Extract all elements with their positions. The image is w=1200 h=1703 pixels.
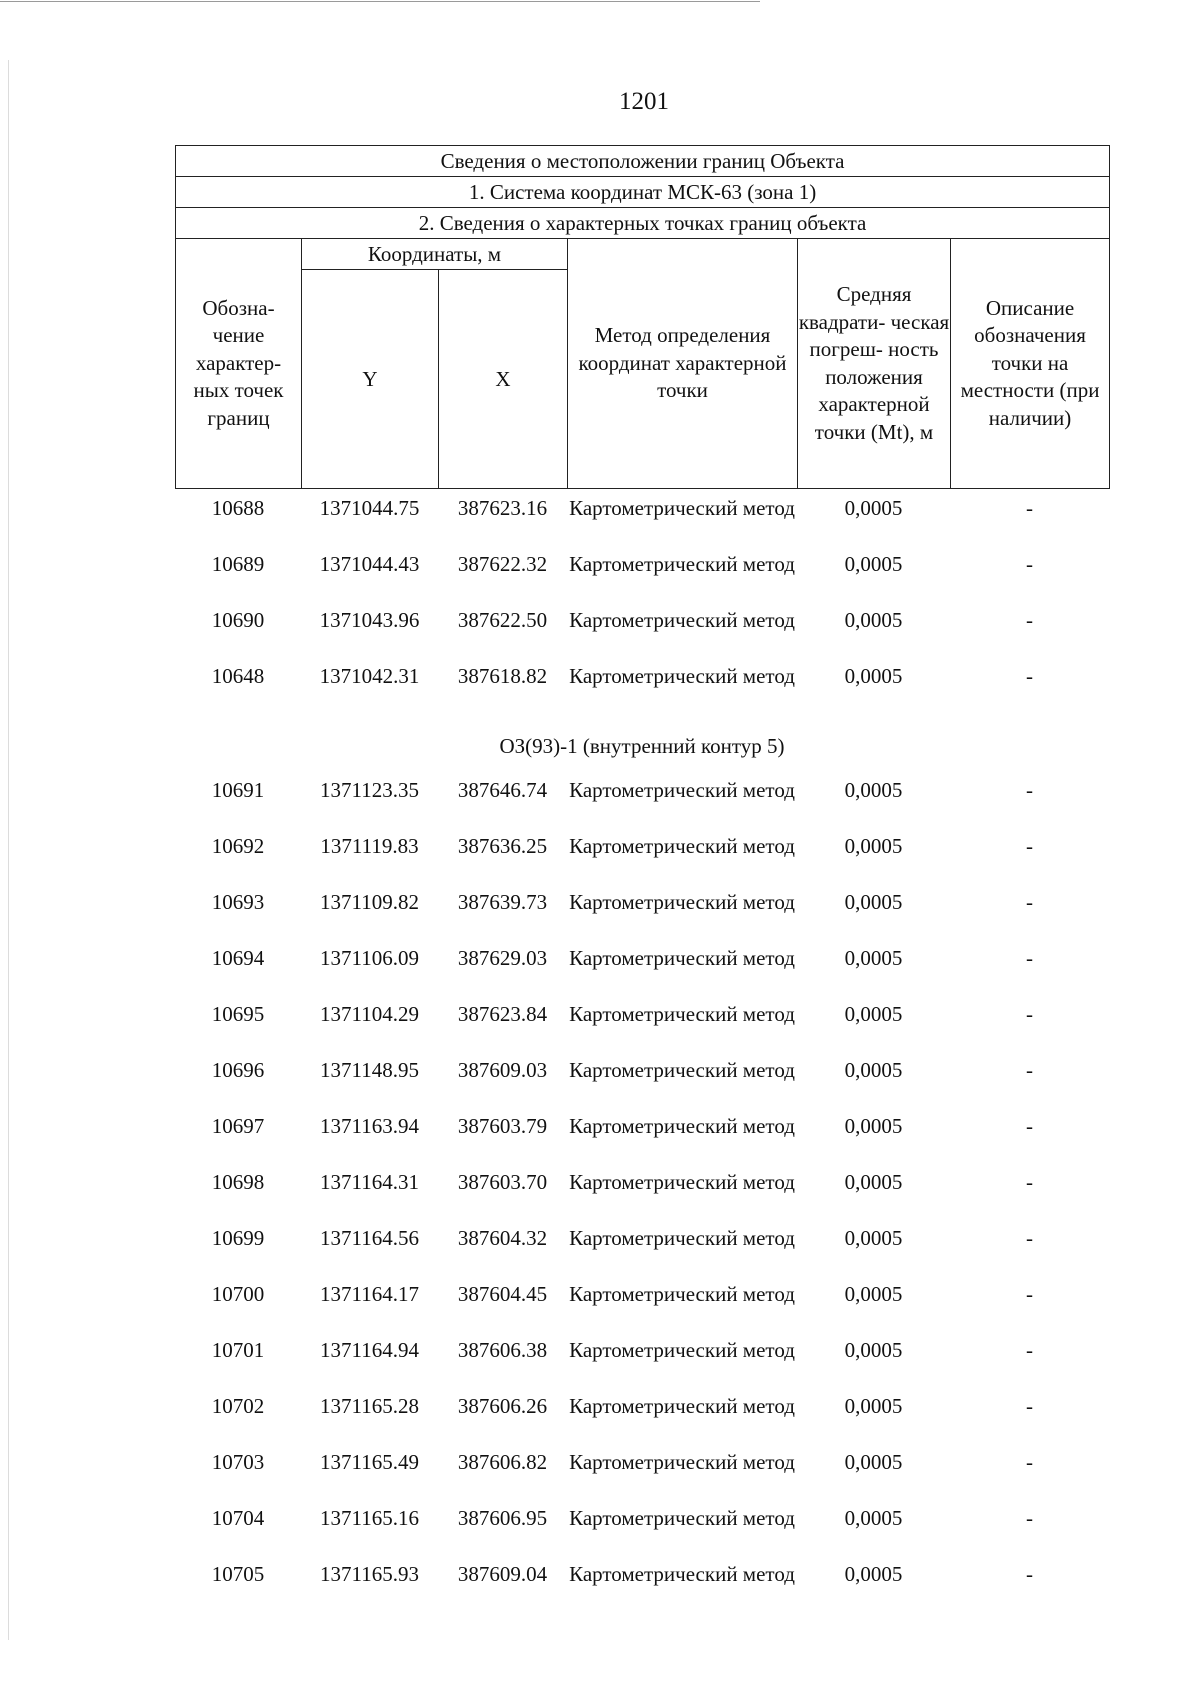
point-id: 10703	[211, 1450, 265, 1474]
table-row	[175, 1280, 1109, 1336]
coord-y: 1371119.83	[320, 834, 419, 858]
error-value: 0,0005	[844, 1114, 903, 1138]
table-row	[175, 1168, 1109, 1224]
rows-group-b	[175, 776, 1109, 1616]
page-number: 1201	[619, 88, 669, 115]
point-id: 10693	[211, 890, 265, 914]
table-row	[175, 1504, 1109, 1560]
table-row	[175, 944, 1109, 1000]
table-row	[175, 1112, 1109, 1168]
method: Картометрический метод	[569, 1506, 795, 1530]
header-error: Средняя квадрати- ческая погреш- ность положения характерной точки (Mt), м	[798, 239, 951, 489]
error-value: 0,0005	[844, 1506, 903, 1530]
coord-y: 1371165.16	[320, 1506, 419, 1530]
coord-x: 387603.70	[457, 1170, 548, 1194]
point-id: 10705	[211, 1562, 265, 1586]
coord-y: 1371163.94	[320, 1114, 419, 1138]
point-id: 10694	[211, 946, 265, 970]
coord-x: 387606.26	[457, 1394, 548, 1418]
error-value: 0,0005	[844, 834, 903, 858]
method: Картометрический метод	[569, 1338, 795, 1362]
table-row	[175, 888, 1109, 944]
point-id: 10704	[211, 1506, 265, 1530]
point-id: 10696	[211, 1058, 265, 1082]
header-designation: Обозна- чение характер- ных точек границ	[176, 239, 302, 489]
coord-x: 387636.25	[457, 834, 548, 858]
coord-x: 387606.38	[457, 1338, 548, 1362]
coord-y: 1371106.09	[320, 946, 419, 970]
coord-y: 1371044.43	[319, 552, 420, 576]
coord-y: 1371104.29	[320, 1002, 419, 1026]
method: Картометрический метод	[569, 664, 795, 688]
table-row	[175, 1224, 1109, 1280]
point-id: 10690	[211, 608, 265, 632]
description: -	[1026, 1562, 1033, 1586]
error-value: 0,0005	[844, 1562, 903, 1586]
coord-y: 1371043.96	[319, 608, 420, 632]
method: Картометрический метод	[569, 1562, 795, 1586]
header-y: Y	[302, 270, 439, 489]
table-row	[175, 550, 1109, 606]
method: Картометрический метод	[569, 1170, 795, 1194]
scan-top-edge	[0, 1, 760, 2]
point-id: 10702	[211, 1394, 265, 1418]
header-coordinates: Координаты, м	[302, 239, 568, 270]
method: Картометрический метод	[569, 946, 795, 970]
point-id: 10695	[211, 1002, 265, 1026]
coord-x: 387609.03	[457, 1058, 548, 1082]
point-id: 10697	[211, 1114, 265, 1138]
coord-x: 387609.04	[457, 1562, 548, 1586]
error-value: 0,0005	[844, 664, 903, 688]
table-row	[175, 1392, 1109, 1448]
point-id: 10691	[211, 778, 265, 802]
point-id: 10698	[211, 1170, 265, 1194]
description: -	[1026, 1170, 1033, 1194]
table-row	[175, 606, 1109, 662]
error-value: 0,0005	[844, 1226, 903, 1250]
table-row	[175, 1560, 1109, 1616]
description: -	[1026, 1114, 1033, 1138]
error-value: 0,0005	[844, 608, 903, 632]
coord-x: 387604.45	[457, 1282, 548, 1306]
coord-y: 1371164.56	[320, 1226, 419, 1250]
coord-x: 387604.32	[457, 1226, 548, 1250]
coord-x: 387603.79	[457, 1114, 548, 1138]
header-method: Метод определения координат характерной точки	[568, 239, 798, 489]
table-title: Сведения о местоположении границ Объекта	[176, 146, 1110, 177]
error-value: 0,0005	[844, 496, 903, 520]
coord-y: 1371164.17	[320, 1282, 419, 1306]
point-id: 10701	[211, 1338, 265, 1362]
coord-x: 387639.73	[457, 890, 548, 914]
error-value: 0,0005	[844, 1394, 903, 1418]
error-value: 0,0005	[844, 1338, 903, 1362]
description: -	[1026, 1338, 1033, 1362]
point-id: 10688	[211, 496, 265, 520]
description: -	[1026, 834, 1033, 858]
method: Картометрический метод	[569, 1002, 795, 1026]
coord-y: 1371165.49	[320, 1450, 419, 1474]
table-row	[175, 494, 1109, 550]
description: -	[1026, 552, 1033, 576]
description: -	[1026, 1394, 1033, 1418]
description: -	[1026, 1450, 1033, 1474]
error-value: 0,0005	[844, 1002, 903, 1026]
method: Картометрический метод	[569, 1058, 795, 1082]
coord-x: 387618.82	[457, 664, 548, 688]
scan-margin-line	[8, 60, 9, 1640]
header-description: Описание обозначения точки на местности (при наличии)	[951, 239, 1110, 489]
description: -	[1026, 664, 1033, 688]
error-value: 0,0005	[844, 1170, 903, 1194]
method: Картометрический метод	[569, 1450, 795, 1474]
description: -	[1026, 1058, 1033, 1082]
coord-y: 1371165.93	[320, 1562, 419, 1586]
coord-x: 387623.84	[457, 1002, 548, 1026]
table-row	[175, 1336, 1109, 1392]
table-row	[175, 1000, 1109, 1056]
error-value: 0,0005	[844, 1282, 903, 1306]
coord-y: 1371164.31	[320, 1170, 419, 1194]
coord-y: 1371123.35	[320, 778, 419, 802]
contour-label: ОЗ(93)-1 (внутренний контур 5)	[499, 734, 785, 758]
error-value: 0,0005	[844, 946, 903, 970]
point-id: 10692	[211, 834, 265, 858]
table-row	[175, 776, 1109, 832]
method: Картометрический метод	[569, 890, 795, 914]
method: Картометрический метод	[569, 1394, 795, 1418]
coord-x: 387629.03	[457, 946, 548, 970]
header-x: X	[439, 270, 568, 489]
coord-y: 1371044.75	[319, 496, 420, 520]
method: Картометрический метод	[569, 496, 795, 520]
point-id: 10689	[211, 552, 265, 576]
description: -	[1026, 1002, 1033, 1026]
coord-x: 387606.95	[457, 1506, 548, 1530]
error-value: 0,0005	[844, 1058, 903, 1082]
method: Картометрический метод	[569, 608, 795, 632]
description: -	[1026, 1282, 1033, 1306]
coord-x: 387622.50	[457, 608, 548, 632]
rows-group-a	[175, 494, 1109, 718]
error-value: 0,0005	[844, 890, 903, 914]
table-row	[175, 662, 1109, 718]
coord-x: 387623.16	[457, 496, 548, 520]
method: Картометрический метод	[569, 1114, 795, 1138]
coord-y: 1371109.82	[320, 890, 419, 914]
coord-y: 1371042.31	[319, 664, 420, 688]
point-id: 10700	[211, 1282, 265, 1306]
coordinate-system: 1. Система координат МСК-63 (зона 1)	[176, 177, 1110, 208]
table-row	[175, 1056, 1109, 1112]
description: -	[1026, 1506, 1033, 1530]
coord-y: 1371164.94	[320, 1338, 419, 1362]
description: -	[1026, 890, 1033, 914]
description: -	[1026, 778, 1033, 802]
method: Картометрический метод	[569, 1226, 795, 1250]
description: -	[1026, 496, 1033, 520]
method: Картометрический метод	[569, 1282, 795, 1306]
coord-y: 1371165.28	[320, 1394, 419, 1418]
method: Картометрический метод	[569, 834, 795, 858]
coord-x: 387622.32	[457, 552, 548, 576]
error-value: 0,0005	[844, 552, 903, 576]
table-header	[175, 145, 1110, 489]
error-value: 0,0005	[844, 778, 903, 802]
coord-x: 387606.82	[457, 1450, 548, 1474]
description: -	[1026, 608, 1033, 632]
coord-y: 1371148.95	[320, 1058, 419, 1082]
point-id: 10699	[211, 1226, 265, 1250]
method: Картометрический метод	[569, 552, 795, 576]
table-row	[175, 1448, 1109, 1504]
section-title: 2. Сведения о характерных точках границ объекта	[176, 208, 1110, 239]
point-id: 10648	[211, 664, 265, 688]
error-value: 0,0005	[844, 1450, 903, 1474]
table-row	[175, 832, 1109, 888]
table-body	[175, 494, 1109, 1616]
coord-x: 387646.74	[457, 778, 548, 802]
description: -	[1026, 946, 1033, 970]
description: -	[1026, 1226, 1033, 1250]
method: Картометрический метод	[569, 778, 795, 802]
